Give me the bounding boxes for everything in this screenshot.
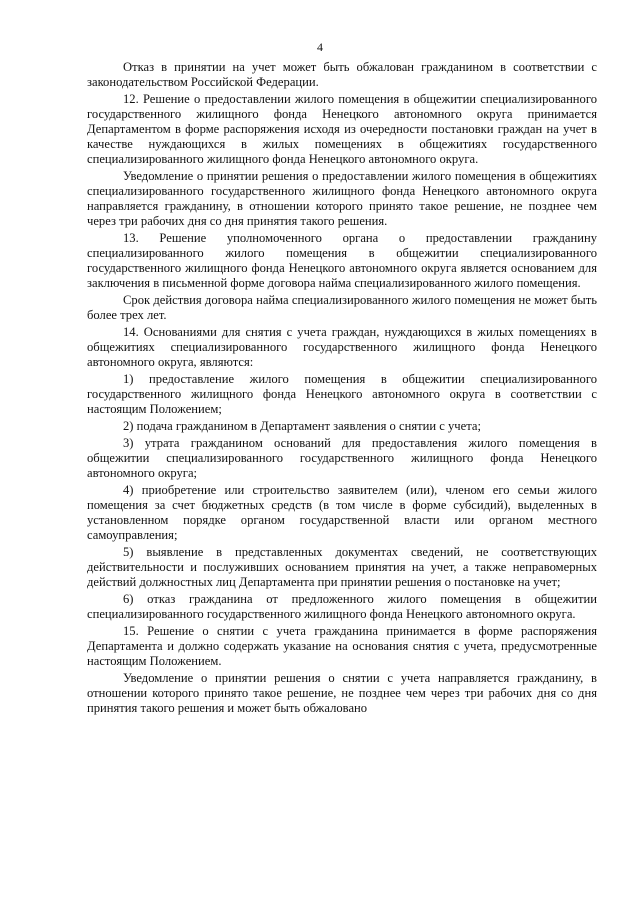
paragraph: Уведомление о принятии решения о предоставлении жилого помещения в общежитиях специализированного государственного жилищного фонда Ненецкого автономного округа направляется гражданину, в отношении которого принято такое решение, не позднее чем через три рабочих дня со дня принятия такого решения.	[87, 169, 597, 229]
paragraph: 15. Решение о снятии с учета гражданина принимается в форме распоряжения Департамента и должно содержать указание на основания снятия с учета, предусмотренные настоящим Положением.	[87, 623, 597, 668]
paragraph: Отказ в принятии на учет может быть обжалован гражданином в соответствии с законодательством Российской Федерации.	[87, 60, 597, 90]
page-number: 4	[317, 40, 323, 54]
paragraph: 13. Решение уполномоченного органа о предоставлении гражданину специализированного жилого помещения в общежитии специализированного государственного жилищного фонда Ненецкого автономного округа является основанием для заключения в письменной форме договора найма специализированного жилого помещения.	[87, 231, 597, 291]
list-item: 1) предоставление жилого помещения в общежитии специализированного государственного жилищного фонда Ненецкого автономного округа в соответствии с настоящим Положением;	[87, 372, 597, 417]
paragraph: 14. Основаниями для снятия с учета граждан, нуждающихся в жилых помещениях в общежитиях специализированного государственного жилищного фонда Ненецкого автономного округа, являются:	[87, 325, 597, 370]
list-item: 2) подача гражданином в Департамент заявления о снятии с учета;	[123, 418, 481, 433]
list-item: 3) утрата гражданином оснований для предоставления жилого помещения в общежитии специализированного государственного жилищного фонда Ненецкого автономного округа;	[87, 435, 597, 480]
paragraph: Уведомление о принятии решения о снятии с учета направляется гражданину, в отношении которого принято такое решение, не позднее чем через три рабочих дня со дня принятия такого решения и может быть обжаловано	[87, 670, 597, 715]
paragraph: 12. Решение о предоставлении жилого помещения в общежитии специализированного государственного жилищного фонда Ненецкого автономного округа принимается Департаментом в форме распоряжения исходя из очередности постановки граждан на учет в качестве нуждающихся в жилых помещениях в общежитиях государственного специализированного жилищного фонда Ненецкого автономного округа.	[87, 91, 597, 167]
list-item: 4) приобретение или строительство заявителем (или), членом его семьи жилого помещения за счет бюджетных средств (в том числе в форме субсидий), выделенных в установленном порядке органом государственной власти или органом местного самоуправления;	[87, 482, 597, 542]
document-body	[87, 60, 597, 718]
list-item: 6) отказ гражданина от предложенного жилого помещения в общежитии специализированного государственного жилищного фонда Ненецкого автономного округа.	[87, 591, 597, 621]
paragraph: Срок действия договора найма специализированного жилого помещения не может быть более трех лет.	[87, 293, 597, 323]
list-item: 5) выявление в представленных документах сведений, не соответствующих действительности и послуживших основанием принятия на учет, а также неправомерных действий должностных лиц Департамента при принятии решения о постановке на учет;	[87, 544, 597, 589]
